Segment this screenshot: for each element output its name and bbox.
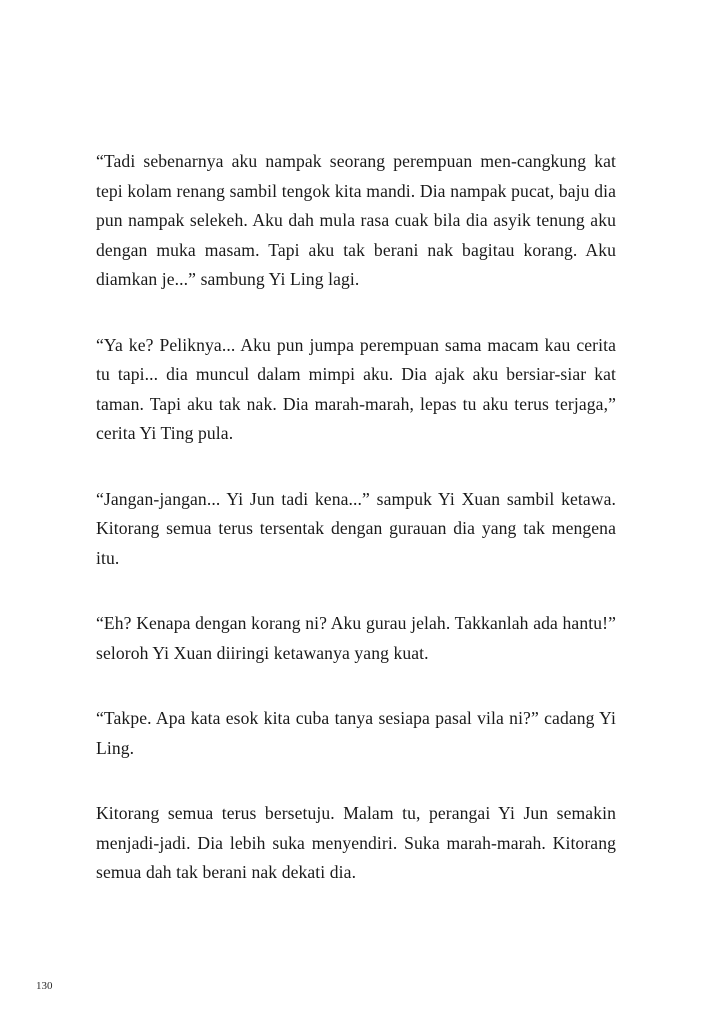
- paragraph-4: “Eh? Kenapa dengan korang ni? Aku gurau jelah. Takkanlah ada hantu!” seloroh Yi Xuan diiringi ketawanya yang kuat.: [96, 613, 616, 663]
- paragraph-5: “Takpe. Apa kata esok kita cuba tanya sesiapa pasal vila ni?” cadang Yi Ling.: [96, 708, 616, 758]
- paragraph-1: “Tadi sebenarnya aku nampak seorang perempuan men-cangkung kat tepi kolam renang sambil tengok kita mandi. Dia nampak pucat, baju dia pun nampak selekeh. Aku dah mula rasa cuak bila dia asyik tenung aku dengan muka masam. Tapi aku tak berani nak bagitau korang. Aku diamkan je...” sambung Yi Ling lagi.: [96, 151, 616, 289]
- paragraph-3: “Jangan-jangan... Yi Jun tadi kena...” sampuk Yi Xuan sambil ketawa. Kitorang semua terus tersentak dengan gurauan dia yang tak mengena itu.: [96, 488, 616, 568]
- paragraph-2: “Ya ke? Peliknya... Aku pun jumpa perempuan sama macam kau cerita tu tapi... dia muncul dalam mimpi aku. Dia ajak aku bersiar-siar kat taman. Tapi aku tak nak. Dia marah-marah, lepas tu aku terus terjaga,” cerita Yi Ting pula.: [96, 334, 616, 443]
- page-body: [96, 147, 616, 888]
- page-number: 130: [36, 980, 53, 992]
- paragraph-6: Kitorang semua terus bersetuju. Malam tu, perangai Yi Jun semakin menjadi-jadi. Dia lebih suka menyendiri. Suka marah-marah. Kitorang semua dah tak berani nak dekati dia.: [96, 803, 616, 882]
